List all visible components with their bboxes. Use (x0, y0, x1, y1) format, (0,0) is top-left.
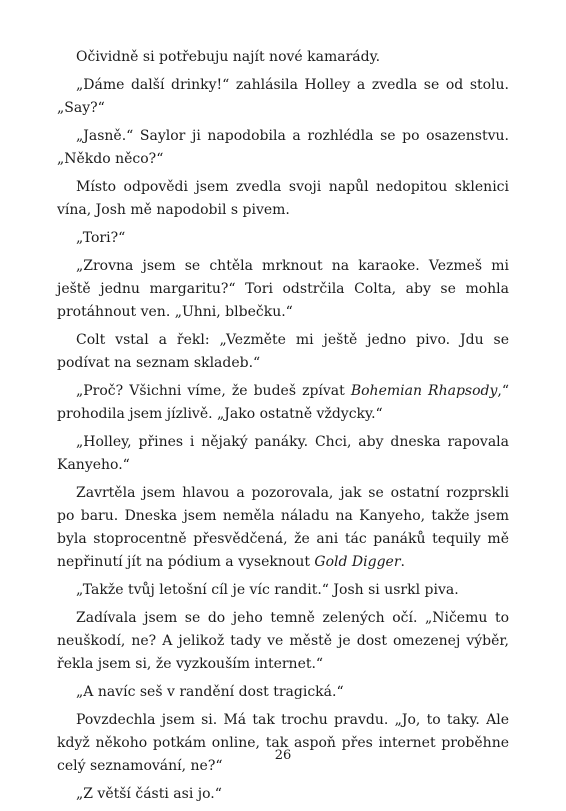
paragraph-13: „A navíc seš v randění dost tragická.“ (76, 684, 344, 700)
paragraph-15: „Z větší části asi jo.“ (76, 786, 222, 802)
paragraph-5: „Tori?“ (76, 230, 126, 246)
paragraph-8: „Proč? Všichni víme, že budeš zpívat Bohemian Rhapsody,“ prohodila jsem jízlivě. „Jako ostatně vždycky.“ (57, 383, 510, 422)
song-title: Bohemian Rhapsody (350, 383, 498, 399)
paragraph-9: „Holley, přines i nějaký panáky. Chci, aby dneska rapovala Kanyeho.“ (57, 434, 509, 473)
paragraph-6: „Zrovna jsem se chtěla mrknout na karaoke. Vezmeš mi ještě jednu margaritu?“ Tori odstrčila Colta, aby se mohla protáhnout ven. „Uhni, blbečku.“ (57, 258, 509, 320)
paragraph-12: Zadívala jsem se do jeho temně zelených očí. „Ničemu to neuškodí, ne? A jelikož tady ve městě je dost omezenej výběr, řekla jsem si, že vyzkouším internet.“ (57, 610, 509, 672)
paragraph-14: Povzdechla jsem si. Má tak trochu pravdu. „Jo, to taky. Ale když někoho potkám online, tak aspoň přes internet proběhne celý seznamování, ne?“ (57, 712, 509, 774)
paragraph-2: „Dáme další drinky!“ zahlásila Holley a zvedla se od stolu. „Say?“ (57, 77, 509, 116)
paragraph-7: Colt vstal a řekl: „Vezměte mi ještě jedno pivo. Jdu se podívat na seznam skladeb.“ (57, 332, 509, 371)
paragraph-1: Očividně si potřebuju najít nové kamarády. (76, 49, 381, 65)
paragraph-3: „Jasně.“ Saylor ji napodobila a rozhlédla se po osazenstvu. „Někdo něco?“ (57, 128, 509, 167)
body-text (57, 46, 509, 811)
paragraph-10: Zavrtěla jsem hlavou a pozorovala, jak se ostatní rozprskli po baru. Dneska jsem neměla náladu na Kanyeho, takže jsem byla stoprocentně přesvědčená, že ani tác panáků tequily mě nepřinutí jít na pódium a vyseknout Gold Digger. (57, 485, 509, 570)
page-number: 26 (274, 748, 292, 763)
paragraph-11: „Takže tvůj letošní cíl je víc randit.“ Josh si usrkl piva. (76, 582, 459, 598)
song-title: Gold Digger (314, 554, 401, 570)
paragraph-4: Místo odpovědi jsem zvedla svoji napůl nedopitou sklenici vína, Josh mě napodobil s pivem. (57, 179, 509, 218)
